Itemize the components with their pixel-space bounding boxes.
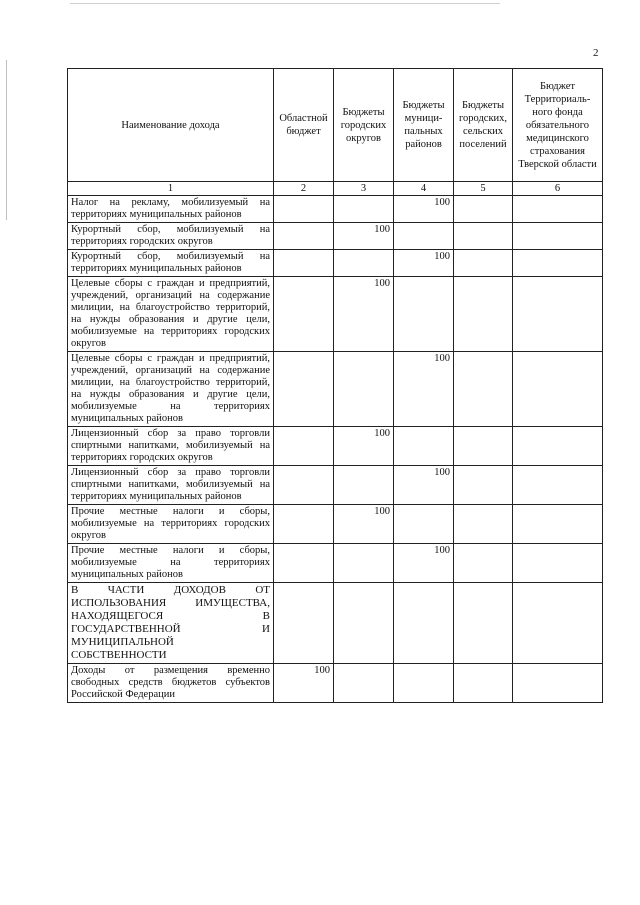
income-name: Лицензионный сбор за право торговли спиртными напитками, мобилизуемый на территориях муниципальных районов [68, 466, 274, 505]
table-row [68, 277, 603, 352]
share-cell [274, 277, 334, 352]
share-cell [454, 583, 513, 664]
income-name: Курортный сбор, мобилизуемый на территориях муниципальных районов [68, 250, 274, 277]
share-cell [274, 583, 334, 664]
share-cell: 100 [394, 352, 454, 427]
share-cell [513, 196, 603, 223]
header-row [68, 69, 603, 182]
share-cell [513, 250, 603, 277]
section-header-row [68, 583, 603, 664]
share-cell [454, 196, 513, 223]
header-settlements: Бюджеты городских, сельских поселений [454, 69, 513, 182]
share-cell: 100 [334, 505, 394, 544]
income-name: Курортный сбор, мобилизуемый на территориях городских округов [68, 223, 274, 250]
table-row [68, 664, 603, 703]
share-cell [274, 223, 334, 250]
income-name: Лицензионный сбор за право торговли спиртными напитками, мобилизуемый на территориях городских округов [68, 427, 274, 466]
table-row [68, 223, 603, 250]
table-row [68, 352, 603, 427]
share-cell [334, 196, 394, 223]
share-cell [513, 277, 603, 352]
column-number: 3 [334, 182, 394, 196]
section-title: В ЧАСТИ ДОХОДОВ ОТ ИСПОЛЬЗОВАНИЯ ИМУЩЕСТВА, НАХОДЯЩЕГОСЯ В ГОСУДАРСТВЕННОЙ И МУНИЦИПАЛЬНОЙ СОБСТВЕННОСТИ [68, 583, 274, 664]
share-cell [334, 250, 394, 277]
share-cell [394, 223, 454, 250]
income-distribution-table [67, 68, 603, 703]
share-cell: 100 [394, 196, 454, 223]
income-name: Доходы от размещения временно свободных средств бюджетов субъектов Российской Федерации [68, 664, 274, 703]
table-row [68, 544, 603, 583]
column-number: 4 [394, 182, 454, 196]
share-cell: 100 [394, 544, 454, 583]
income-name: Прочие местные налоги и сборы, мобилизуемые на территориях городских округов [68, 505, 274, 544]
table-row [68, 505, 603, 544]
share-cell [334, 352, 394, 427]
share-cell [454, 427, 513, 466]
header-city-districts: Бюджеты городских округов [334, 69, 394, 182]
header-income-name: Наименование дохода [68, 69, 274, 182]
share-cell [394, 427, 454, 466]
income-name: Целевые сборы с граждан и предприятий, учреждений, организаций на содержание милиции, на благоустройство территорий, на нужды образования и другие цели, мобилизуемые на территориях городских округов [68, 277, 274, 352]
share-cell: 100 [334, 223, 394, 250]
share-cell [394, 664, 454, 703]
share-cell [513, 544, 603, 583]
share-cell [513, 352, 603, 427]
column-number-row [68, 182, 603, 196]
share-cell [274, 427, 334, 466]
share-cell: 100 [274, 664, 334, 703]
table-row [68, 196, 603, 223]
share-cell: 100 [394, 466, 454, 505]
column-number: 5 [454, 182, 513, 196]
income-name: Прочие местные налоги и сборы, мобилизуемые на территориях муниципальных районов [68, 544, 274, 583]
share-cell [274, 352, 334, 427]
column-number: 2 [274, 182, 334, 196]
income-name: Целевые сборы с граждан и предприятий, учреждений, организаций на содержание милиции, на благоустройство территорий, на нужды образования и другие цели, мобилизуемые на территориях муниципальных районов [68, 352, 274, 427]
column-number: 6 [513, 182, 603, 196]
share-cell [394, 583, 454, 664]
share-cell: 100 [334, 427, 394, 466]
share-cell [454, 250, 513, 277]
share-cell [334, 466, 394, 505]
share-cell [454, 277, 513, 352]
share-cell [454, 223, 513, 250]
scan-artifact-left [6, 60, 7, 220]
share-cell [274, 466, 334, 505]
table-row [68, 250, 603, 277]
share-cell [274, 250, 334, 277]
share-cell [513, 664, 603, 703]
income-name: Налог на рекламу, мобилизуемый на территориях муниципальных районов [68, 196, 274, 223]
share-cell [394, 277, 454, 352]
share-cell [454, 505, 513, 544]
share-cell [334, 544, 394, 583]
header-municipal-districts: Бюджеты муници-пальных районов [394, 69, 454, 182]
share-cell: 100 [334, 277, 394, 352]
share-cell [454, 664, 513, 703]
header-health-insurance-fund: Бюджет Территориаль-ного фонда обязательного медицинского страхования Тверской области [513, 69, 603, 182]
share-cell [513, 427, 603, 466]
share-cell [513, 583, 603, 664]
share-cell [454, 466, 513, 505]
column-number: 1 [68, 182, 274, 196]
share-cell [513, 505, 603, 544]
share-cell [274, 544, 334, 583]
page-number: 2 [593, 47, 599, 59]
share-cell [334, 583, 394, 664]
share-cell [454, 352, 513, 427]
header-regional-budget: Областной бюджет [274, 69, 334, 182]
scan-artifact-top [70, 3, 500, 4]
share-cell: 100 [394, 250, 454, 277]
table-row [68, 427, 603, 466]
share-cell [513, 223, 603, 250]
share-cell [334, 664, 394, 703]
share-cell [274, 505, 334, 544]
share-cell [454, 544, 513, 583]
share-cell [274, 196, 334, 223]
table-row [68, 466, 603, 505]
share-cell [513, 466, 603, 505]
share-cell [394, 505, 454, 544]
